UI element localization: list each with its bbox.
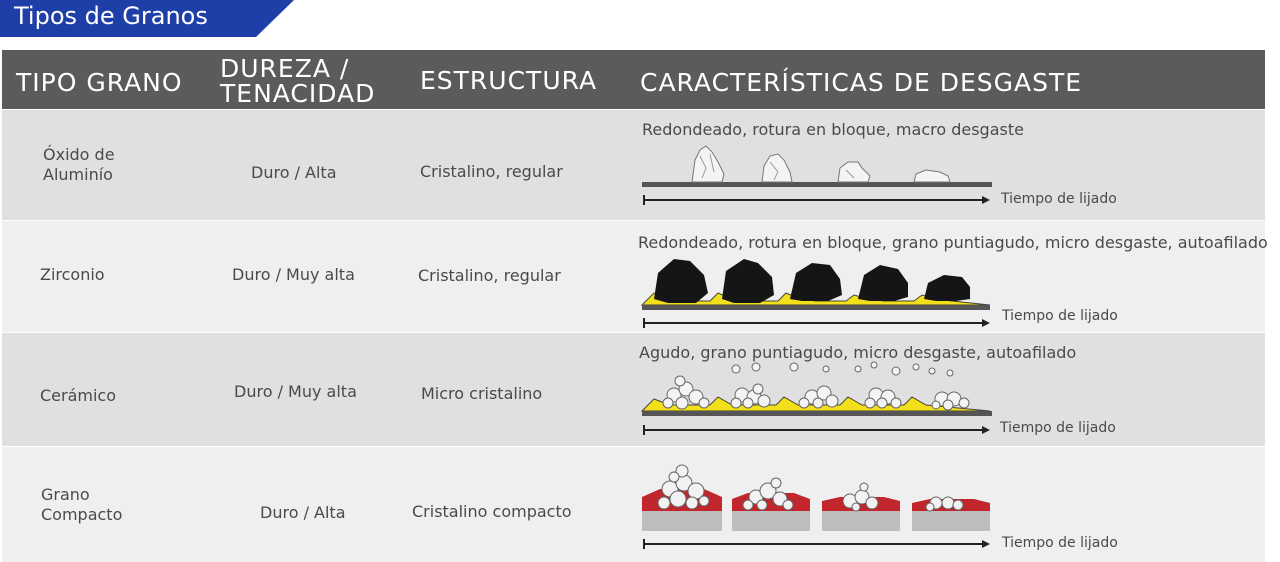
time-arrow <box>642 538 992 550</box>
grain-wear-illustration <box>640 459 1000 533</box>
header-structure: ESTRUCTURA <box>420 66 598 95</box>
time-arrow <box>642 194 992 206</box>
grain-type-line2: Compacto <box>41 505 123 524</box>
hardness-value: Duro / Alta <box>251 163 337 182</box>
wear-description: Agudo, grano puntiagudo, micro desgaste, autoafilado <box>639 343 1077 362</box>
structure-value: Cristalino, regular <box>418 266 561 285</box>
time-arrow <box>642 317 992 329</box>
grain-wear-illustration <box>640 361 1000 419</box>
grain-wear-illustration <box>640 138 1000 188</box>
wear-description: Redondeado, rotura en bloque, grano puntiagudo, micro desgaste, autoafilado <box>638 233 1268 252</box>
table-header <box>2 50 1265 109</box>
time-arrow <box>642 424 992 436</box>
table-row <box>2 221 1268 332</box>
page-title: Tipos de Granos <box>14 2 208 30</box>
structure-value: Micro cristalino <box>421 384 543 403</box>
header-wear: CARACTERÍSTICAS DE DESGASTE <box>640 68 1083 97</box>
time-label: Tiempo de lijado <box>1001 191 1117 207</box>
hardness-value: Duro / Muy alta <box>232 265 355 284</box>
time-label: Tiempo de lijado <box>1002 308 1118 324</box>
structure-value: Cristalino, regular <box>420 162 563 181</box>
grain-type-line2: Aluminío <box>43 165 113 184</box>
grain-type-line1: Grano <box>41 485 90 504</box>
hardness-value: Duro / Muy alta <box>234 382 357 401</box>
header-hardness-line1: DUREZA / <box>220 54 350 83</box>
structure-value: Cristalino compacto <box>412 502 572 521</box>
header-grain-type: TIPO GRANO <box>16 68 183 97</box>
table-row <box>2 447 1265 562</box>
wear-description: Redondeado, rotura en bloque, macro desgaste <box>642 120 1024 139</box>
title-tab <box>0 0 300 37</box>
grain-wear-illustration <box>640 253 1000 311</box>
grain-type-line1: Óxido de <box>43 145 115 164</box>
grain-type-line1: Zirconio <box>40 265 105 284</box>
table-row <box>2 333 1265 446</box>
time-label: Tiempo de lijado <box>1002 535 1118 551</box>
table-row <box>2 110 1265 220</box>
hardness-value: Duro / Alta <box>260 503 346 522</box>
grain-type-line1: Cerámico <box>40 386 117 405</box>
time-label: Tiempo de lijado <box>1000 420 1116 436</box>
header-hardness-line2: TENACIDAD <box>220 79 376 108</box>
